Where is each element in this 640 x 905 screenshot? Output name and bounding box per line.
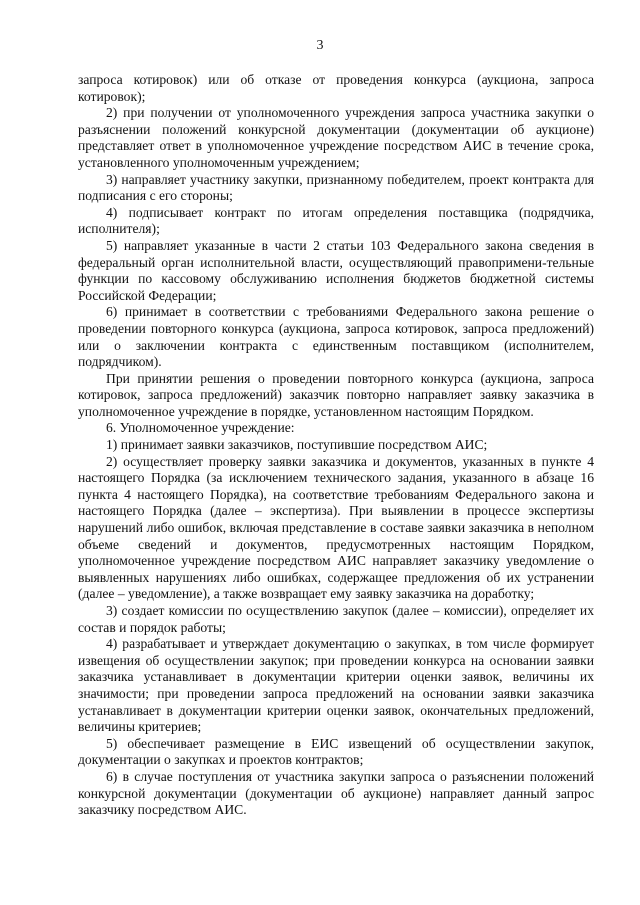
paragraph-section6-item-6: 6) в случае поступления от участника закупки запроса о разъяснении положений конкурсной документации (документации об аукционе) направляет данный запрос заказчику посредством АИС. (78, 768, 594, 818)
section-heading-6: 6. Уполномоченное учреждение: (106, 420, 295, 436)
paragraph-item-4: 4) подписывает контракт по итогам определения поставщика (подрядчика, исполнителя); (78, 204, 594, 237)
paragraph-item-3: 3) направляет участнику закупки, признанному победителем, проект контракта для подписания с его стороны; (78, 171, 594, 204)
paragraph-section6-item-1: 1) принимает заявки заказчиков, поступившие посредством АИС; (106, 437, 488, 453)
paragraph-repeat-tender: При принятии решения о проведении повторного конкурса (аукциона, запроса котировок, запроса предложений) заказчик повторно направляет заявку заказчика в уполномоченное учреждение в порядке, установленном настоящим Порядком. (78, 370, 594, 419)
page-number: 3 (316, 38, 324, 53)
paragraph-item-6: 6) принимает в соответствии с требованиями Федерального закона решение о проведении повторного конкурса (аукциона, запроса котировок, запроса предложений) или о заключении контракта с единственным поставщиком (исполнителем, подрядчиком). (78, 304, 594, 370)
paragraph-section6-item-4: 4) разрабатывает и утверждает документацию о закупках, в том числе формирует извещения об осуществлении закупок; при проведении конкурса на основании заявки заказчика устанавливает в документации критерии оценки заявок, величины их значимости; при проведении запроса предложений на основании заявки заказчика устанавливает в документации критерии оценки заявок, окончательных предложений, величины критериев; (78, 636, 594, 735)
paragraph-section6-item-3: 3) создает комиссии по осуществлению закупок (далее – комиссии), определяет их состав и порядок работы; (78, 603, 594, 635)
paragraph-item-5: 5) направляет указанные в части 2 статьи 103 Федерального закона сведения в федеральный орган исполнительной власти, осуществляющий правопримени-тельные функции по кассовому обслуживанию исполнения бюджетов бюджетной системы Российской Федерации; (78, 237, 594, 303)
paragraph-section6-item-2: 2) осуществляет проверку заявки заказчика и документов, указанных в пункте 4 настоящего Порядка (за исключением технического задания, указанного в абзаце 16 пункта 4 настоящего Порядка), на соответствие требованиям Федерального закона и настоящего Порядка (далее – экспертиза). При выявлении в процессе экспертизы нарушений либо ошибок, включая представление в составе заявки заказчика в неполном объеме сведений и документов, предусмотренных настоящим Порядком, уполномоченное учреждение посредством АИС направляет заказчику уведомление о выявленных нарушениях либо ошибках, содержащее предложения об их устранении (далее – уведомление), а также возвращает ему заявку заказчика на доработку; (78, 453, 594, 602)
paragraph-item-2: 2) при получении от уполномоченного учреждения запроса участника закупки о разъяснении положений конкурсной документации (документации об аукционе) представляет ответ в уполномоченное учреждение посредством АИС в течение срока, установленного уполномоченным учреждением; (78, 105, 594, 170)
document-body (78, 72, 594, 819)
paragraph-section6-item-5: 5) обеспечивает размещение в ЕИС извещений об осуществлении закупок, документации о закупках и проектов контрактов; (78, 735, 594, 768)
paragraph-continuation: запроса котировок) или об отказе от проведения конкурса (аукциона, запроса котировок); (78, 72, 594, 104)
